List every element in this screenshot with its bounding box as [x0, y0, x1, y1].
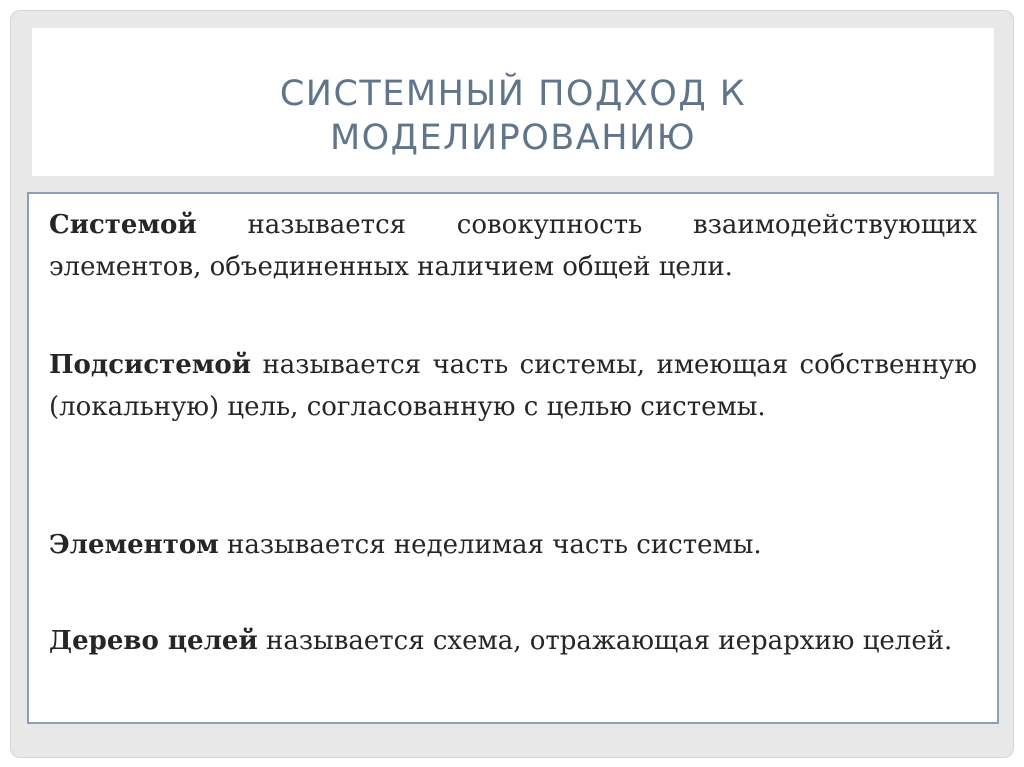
title-box	[32, 28, 994, 176]
definition-term: Подсистемой	[49, 350, 252, 380]
definition-term: Системой	[49, 210, 197, 240]
definition-text: называется часть системы, имеющая собственную (локальную) цель, согласованную с целью системы.	[49, 350, 977, 422]
definition-text: называется совокупность взаимодействующих элементов, объединенных наличием общей цели.	[49, 210, 977, 282]
definition-subsystem	[49, 344, 977, 428]
definition-term: Элементом	[49, 530, 219, 560]
content-box	[27, 192, 999, 724]
definition-text: называется неделимая часть системы.	[218, 530, 762, 560]
definition-goal-tree	[49, 620, 977, 662]
definition-element	[49, 524, 977, 566]
definition-system	[49, 204, 977, 288]
title-line-2: МОДЕЛИРОВАНИЮ	[329, 118, 697, 158]
title-line-1: СИСТЕМНЫЙ ПОДХОД К	[279, 74, 747, 114]
definition-term: Дерево целей	[49, 626, 258, 656]
slide-title	[32, 72, 994, 160]
definition-text: называется схема, отражающая иерархию целей.	[257, 626, 953, 656]
